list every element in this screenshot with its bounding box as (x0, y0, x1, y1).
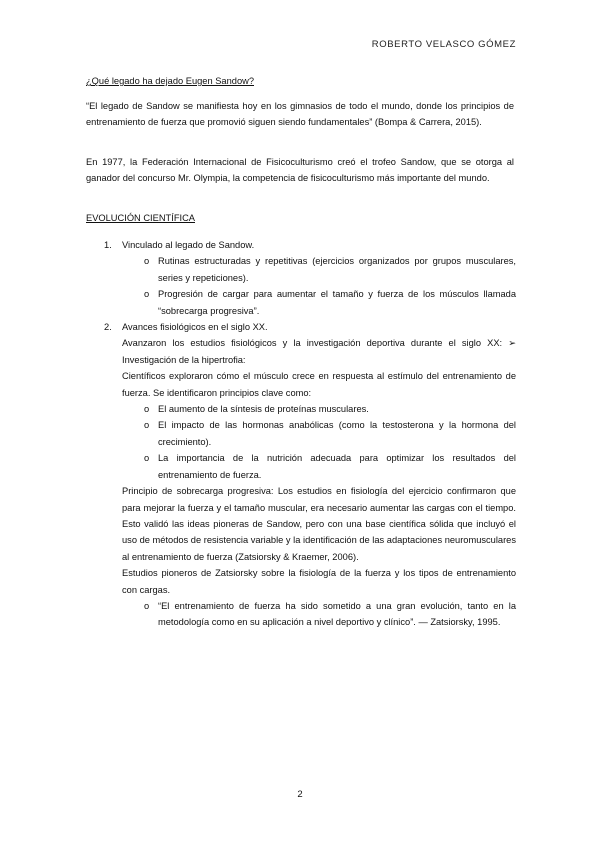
bullet-list (122, 598, 516, 631)
bullet-text: El aumento de la síntesis de proteínas musculares. (158, 404, 369, 415)
bullet-text: Rutinas estructuradas y repetitivas (ejercicios organizados por grupos musculares, series y repeticiones). (158, 256, 516, 283)
bullet-marker: o (144, 453, 150, 464)
bullet-item (122, 450, 516, 483)
list-number: 2. (104, 322, 112, 333)
quote-text: “El entrenamiento de fuerza ha sido sometido a una gran evolución, tanto en la metodología como en su aplicación a nivel deportivo y clínico”. — Zatsiorsky, 1995. (158, 600, 516, 628)
bullet-list (122, 253, 516, 319)
list-item-1 (86, 237, 516, 319)
page-header-author: ROBERTO VELASCO GÓMEZ (371, 39, 516, 50)
intro-text: Avanzaron los estudios fisiológicos y la investigación deportiva durante el siglo XX: ➢ Investigación de la hipertrofia: (122, 338, 516, 365)
zatsiorsky-text: Estudios pioneros de Zatsiorsky sobre la fisiología de la fuerza y los tipos de entrenamiento con cargas. (122, 568, 516, 595)
bullet-text: La importancia de la nutrición adecuada para optimizar los resultados del entrenamiento de fuerza. (158, 453, 516, 480)
list-item-title: Avances fisiológicos en el siglo XX. (122, 322, 268, 333)
bullet-marker: o (144, 420, 150, 431)
numbered-list (86, 237, 516, 631)
bullet-list (122, 401, 516, 483)
bullet-marker: o (144, 289, 150, 300)
bullet-text: Progresión de cargar para aumentar el tamaño y fuerza de los músculos llamada “sobrecarga progresiva”. (158, 289, 516, 316)
list-number: 1. (104, 240, 112, 250)
paragraph-quote-bompa: “El legado de Sandow se manifiesta hoy en los gimnasios de todo el mundo, donde los principios de entrenamiento de fuerza que promovió siguen siendo fundamentales” (Bompa & Carrera, 2015). (86, 101, 514, 128)
section-title: EVOLUCIÓN CIENTÍFICA (86, 213, 195, 223)
list-item-title: Vinculado al legado de Sandow. (122, 240, 255, 250)
bullet-marker: o (144, 600, 150, 611)
list-item-2 (86, 319, 516, 631)
question-title: ¿Qué legado ha dejado Eugen Sandow? (86, 76, 254, 86)
bullet-marker: o (144, 256, 150, 267)
quote-item (122, 598, 516, 631)
overload-text: Principio de sobrecarga progresiva: Los estudios en fisiología del ejercicio confirmaron que para mejorar la fuerza y el tamaño muscular, era necesario aumentar las cargas con el tiempo. Esto validó las ideas pioneras de Sandow, pero con una base científica sólida que incluyó el uso de métodos de resistencia variable y la identificación de las adaptaciones neuromusculares al entrenamiento de fuerza (Zatsiorsky & Kraemer, 2006). (122, 486, 516, 562)
bullet-marker: o (144, 404, 150, 415)
bullet-item (122, 286, 516, 319)
paragraph-sandow-trophy: En 1977, la Federación Internacional de Fisicoculturismo creó el trofeo Sandow, que se otorga al ganador del concurso Mr. Olympia, la competencia de fisicoculturismo más importante del mundo. (86, 157, 514, 184)
bullet-item (122, 253, 516, 286)
bullet-text: El impacto de las hormonas anabólicas (como la testosterona y la hormona del crecimiento). (158, 420, 516, 447)
bullet-item (122, 417, 516, 450)
hypertrophy-text: Científicos exploraron cómo el músculo crece en respuesta al estímulo del entrenamiento de fuerza. Se identificaron principios clave como: (122, 371, 516, 398)
bullet-item (122, 401, 516, 417)
page-number: 2 (297, 789, 303, 800)
